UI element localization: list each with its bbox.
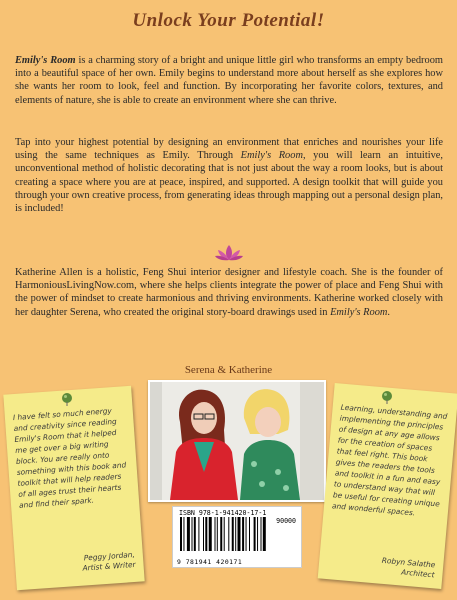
book-title-emphasis: Emily's Room bbox=[15, 55, 76, 66]
author-photo-illustration bbox=[150, 382, 324, 500]
author-bio-text-b: . bbox=[387, 306, 391, 318]
author-bio-text-a: is a holistic, Feng Shui interior designer and lifestyle coach. She is the founder of HarmoniousLivingNow.com, where she helps clients integrate the power of place and Feng Shui with the power of mindset to create harmonious and thriving environments. Katherine worked closely with her daughter Serena, who created the original story-board drawings used in bbox=[15, 267, 444, 318]
author-bio-paragraph bbox=[15, 266, 443, 319]
testimonial-text-right: Learning, understanding and implementing the principles of design at any age allows for the creation of spaces that feel right. This book gives the readers the tools and toolkit in a fun and easy to understand way that will be useful for creating unique and wonderful spaces. bbox=[331, 402, 448, 518]
testimonial-signature-left bbox=[82, 550, 136, 574]
push-pin-icon bbox=[380, 390, 394, 404]
testimonial-signature-right bbox=[380, 556, 435, 581]
benefits-paragraph bbox=[15, 136, 443, 215]
testimonial-author-right: Robyn Salathe bbox=[381, 555, 436, 570]
photo-caption: Serena & Katherine bbox=[184, 364, 273, 376]
lotus-icon bbox=[214, 244, 244, 262]
book-title-inline: Emily's Room bbox=[240, 150, 303, 162]
testimonial-note-left bbox=[3, 386, 144, 590]
testimonial-note-right bbox=[318, 383, 457, 589]
isbn-barcode bbox=[172, 506, 302, 568]
push-pin-icon bbox=[60, 392, 74, 406]
author-photo bbox=[148, 380, 326, 502]
back-cover-title: Unlock Your Potential! bbox=[132, 10, 325, 31]
benefits-text-a: Tap into your highest potential by designing an environment that enriches and nourishes your life using the same techniques as Emily. Through bbox=[15, 137, 443, 162]
testimonial-role-right: Architect bbox=[400, 567, 435, 580]
book-title-inline-bio: Emily's Room bbox=[330, 306, 388, 318]
barcode-digits: 9 781941 420171 bbox=[177, 558, 243, 566]
barcode-bars-icon bbox=[179, 517, 295, 557]
price-code: 90000 bbox=[276, 517, 296, 525]
synopsis-paragraph bbox=[15, 54, 443, 107]
testimonial-role-left: Artist & Writer bbox=[82, 559, 136, 573]
synopsis-text: is a charming story of a bright and unique little girl who transforms an empty bedroom into a beautiful space of her own. Emily begins to understand more about herself as she explores how she wants her room to look, feel and function. By incorporating her favorite colors, textures, and elements of nature, she is able to create an environment where she can thrive. bbox=[15, 55, 443, 106]
testimonial-text-left: I have felt so much energy and creativity since reading Emily's Room that it helped me get over a big writing block. You are really onto something with this book and toolkit that will help readers of all ages trust their hearts and find their spark. bbox=[12, 406, 127, 510]
author-name: Katherine Allen bbox=[15, 267, 83, 278]
benefits-text-b: , you will learn an intuitive, unconventional method of holistic decorating that is not just about the way a room looks, but is about creating a space where you are at peace, inspired, and supported. A design toolkit that will guide you through your own creative process, from generating ideas through mapping out a personal design plan, is included! bbox=[15, 150, 444, 215]
isbn-label: ISBN 978-1-941420-17-1 bbox=[179, 509, 267, 517]
testimonial-author-left: Peggy Jordan, bbox=[83, 549, 136, 563]
